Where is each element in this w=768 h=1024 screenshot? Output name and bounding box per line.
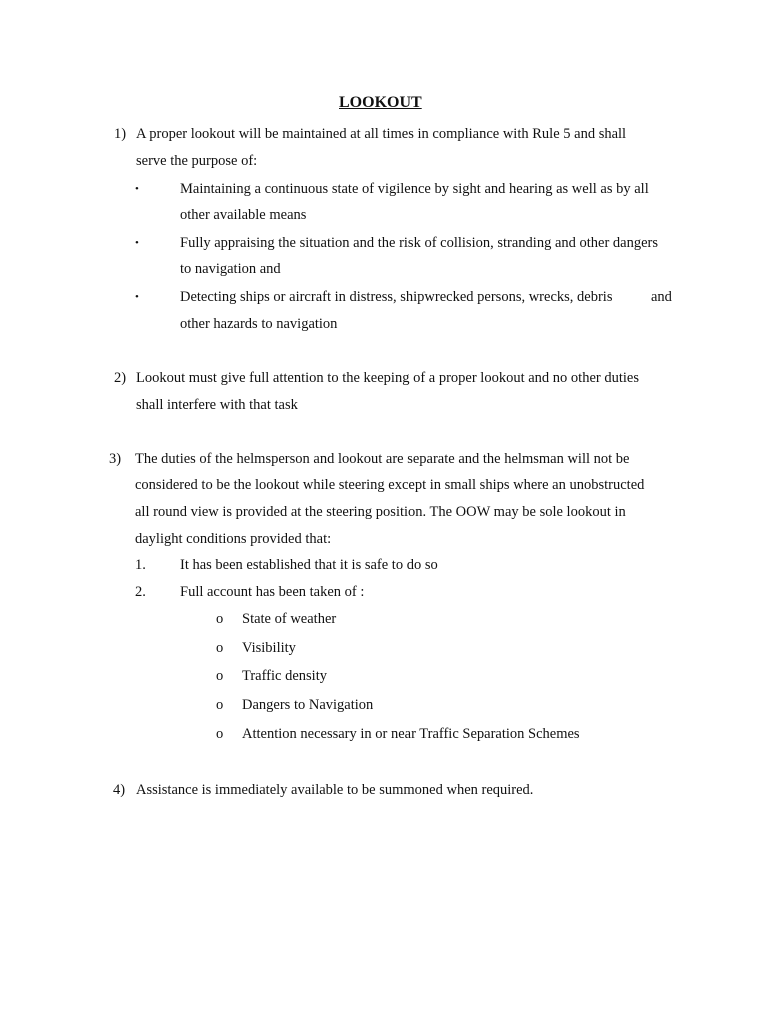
item-number: 1) xyxy=(114,126,127,142)
circle-bullet-icon: o xyxy=(216,726,224,742)
paragraph-line: shall interfere with that task xyxy=(136,397,298,413)
bullet-text-end: and xyxy=(651,289,672,305)
paragraph-line: Lookout must give full attention to the keeping of a proper lookout and no other duties xyxy=(136,370,639,386)
factor-item: Visibility xyxy=(242,640,296,656)
paragraph-line: The duties of the helmsperson and lookout are separate and the helmsman will not be xyxy=(135,451,630,467)
paragraph-line: all round view is provided at the steering position. The OOW may be sole lookout in xyxy=(135,504,626,520)
bullet-icon: • xyxy=(135,183,139,195)
document-title: LOOKOUT xyxy=(339,94,422,111)
bullet-text: other hazards to navigation xyxy=(180,316,338,332)
circle-bullet-icon: o xyxy=(216,640,224,656)
circle-bullet-icon: o xyxy=(216,697,224,713)
factor-item: Attention necessary in or near Traffic Separation Schemes xyxy=(242,726,580,742)
bullet-text: to navigation and xyxy=(180,261,281,277)
item-number: 4) xyxy=(113,782,126,798)
factor-item: Dangers to Navigation xyxy=(242,697,374,713)
circle-bullet-icon: o xyxy=(216,668,224,684)
item-number: 2) xyxy=(114,370,127,386)
paragraph-line: A proper lookout will be maintained at all times in compliance with Rule 5 and shall xyxy=(136,126,627,142)
sub-item-text: It has been established that it is safe to do so xyxy=(180,557,438,573)
paragraph-line: considered to be the lookout while steering except in small ships where an unobstructed xyxy=(135,477,645,493)
bullet-text: Detecting ships or aircraft in distress, shipwrecked persons, wrecks, debris xyxy=(180,289,613,305)
paragraph-line: daylight conditions provided that: xyxy=(135,531,332,547)
factor-item: State of weather xyxy=(242,611,337,627)
sub-item-number: 1. xyxy=(135,557,146,573)
bullet-text: other available means xyxy=(180,207,307,223)
sub-item-number: 2. xyxy=(135,584,146,600)
paragraph-line: serve the purpose of: xyxy=(136,153,258,169)
item-number: 3) xyxy=(109,451,122,467)
sub-item-text: Full account has been taken of : xyxy=(180,584,365,600)
bullet-icon: • xyxy=(135,291,139,303)
paragraph-line: Assistance is immediately available to be summoned when required. xyxy=(136,782,534,798)
bullet-text: Maintaining a continuous state of vigilence by sight and hearing as well as by all xyxy=(180,181,649,197)
factor-item: Traffic density xyxy=(242,668,327,684)
circle-bullet-icon: o xyxy=(216,611,224,627)
bullet-icon: • xyxy=(135,237,139,249)
bullet-text: Fully appraising the situation and the risk of collision, stranding and other dangers xyxy=(180,235,659,251)
